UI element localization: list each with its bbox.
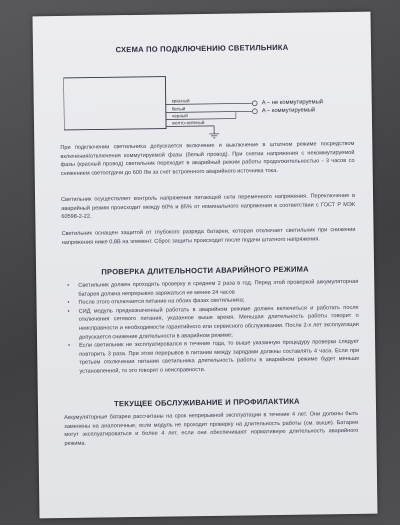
paragraph-voltage-control: Светильник осуществляет контроль напряжения питающей сети переменного напряжения. Переключение в аварийный режим происходит между 60% и 85% от номинального напряжения в соответствии с ГОСТ Р МЭК 60598-2-22.: [61, 192, 356, 221]
paragraph-battery-protection: Светильник оснащен защитой от глубокого разряда батареи, которая отключает светильник при снижении напряжения ниже 0,8В на элемент. Сброс защиты происходит после подачи штатного напряжения.: [61, 226, 356, 246]
list-item: • После этого отключается питание на обоих фазах светильника;: [67, 297, 245, 307]
paragraph-maintenance: Аккумуляторные батареи рассчитаны на срок непрерывной эксплуатации в течение 4 лет. Они должны быть заменены на аналогичные, если модуль не проходит проверку на длительность работы (см. выше). Батареи могут эксплуатироваться и более 4 лет, если они обеспечивают нормативную длительность аварийного режима.: [64, 410, 359, 447]
wire-label-red: красный: [171, 98, 190, 104]
wire-label-black: черный: [171, 113, 188, 119]
wire-label-white: белый: [171, 106, 186, 112]
terminal-label-non-switched: A – не коммутируемый: [261, 99, 324, 107]
list-item: • СИД модуль предназначенный работать в аварийном режиме должен включиться и работать после отключения сетевого питания, указанное выше время. Меньшая длительность работы говорит о неисправности и необходимости гарантийного или сервисного обслуживания. После 2-х лет эксплуатации допускается снижение длительности в аварийном режиме;: [67, 304, 359, 341]
section-heading-test: ПРОВЕРКА ДЛИТЕЛЬНОСТИ АВАРИЙНОГО РЕЖИМА: [101, 264, 309, 277]
instruction-sheet: [33, 12, 378, 519]
test-procedure-list: [66, 278, 359, 377]
wiring-diagram-drawing: [63, 72, 364, 148]
section-heading-maintenance: ТЕКУЩЕЕ ОБСЛУЖИВАНИЕ И ПРОФИЛАКТИКА: [114, 396, 300, 409]
page-title: СХЕМА ПО ПОДКЛЮЧЕНИЮ СВЕТИЛЬНИКА: [115, 42, 289, 55]
wiring-diagram: [63, 72, 364, 148]
paragraph-switching: При подключении светильника допускается включение и выключение в штатном режиме посредством включения/отключения коммутируемой фазы (белый провод). При снятии напряжения с некоммутируемой фазы (красный провод) светильник переходит в аварийный режим работы продолжительностью - 3 часов со снижением светоотдачи до 600 Лм за счет встроенного аварийного источника тока.: [60, 140, 355, 177]
list-item: • Светильник должен проходить проверку в среднем 2 раза в год. Перед этой проверкой аккумуляторная батарея должна непрерывно заряжаться не менее 24 часов: [67, 278, 359, 298]
wire-label-ground: желто-зеленый: [171, 119, 205, 126]
list-item: • Если светильник не эксплуатировался в течение года, то выше указанную процедуру проверки следует повторить 3 раза. При этом перерывов в питании между зарядами должны составлять 4 часа. Если при третьем отключении питания светильника длительность работы в аварийном режиме будет меньше установленной, то это говорит о неисправности.: [68, 339, 360, 375]
terminal-label-switched: A – коммутируемый: [261, 107, 316, 115]
